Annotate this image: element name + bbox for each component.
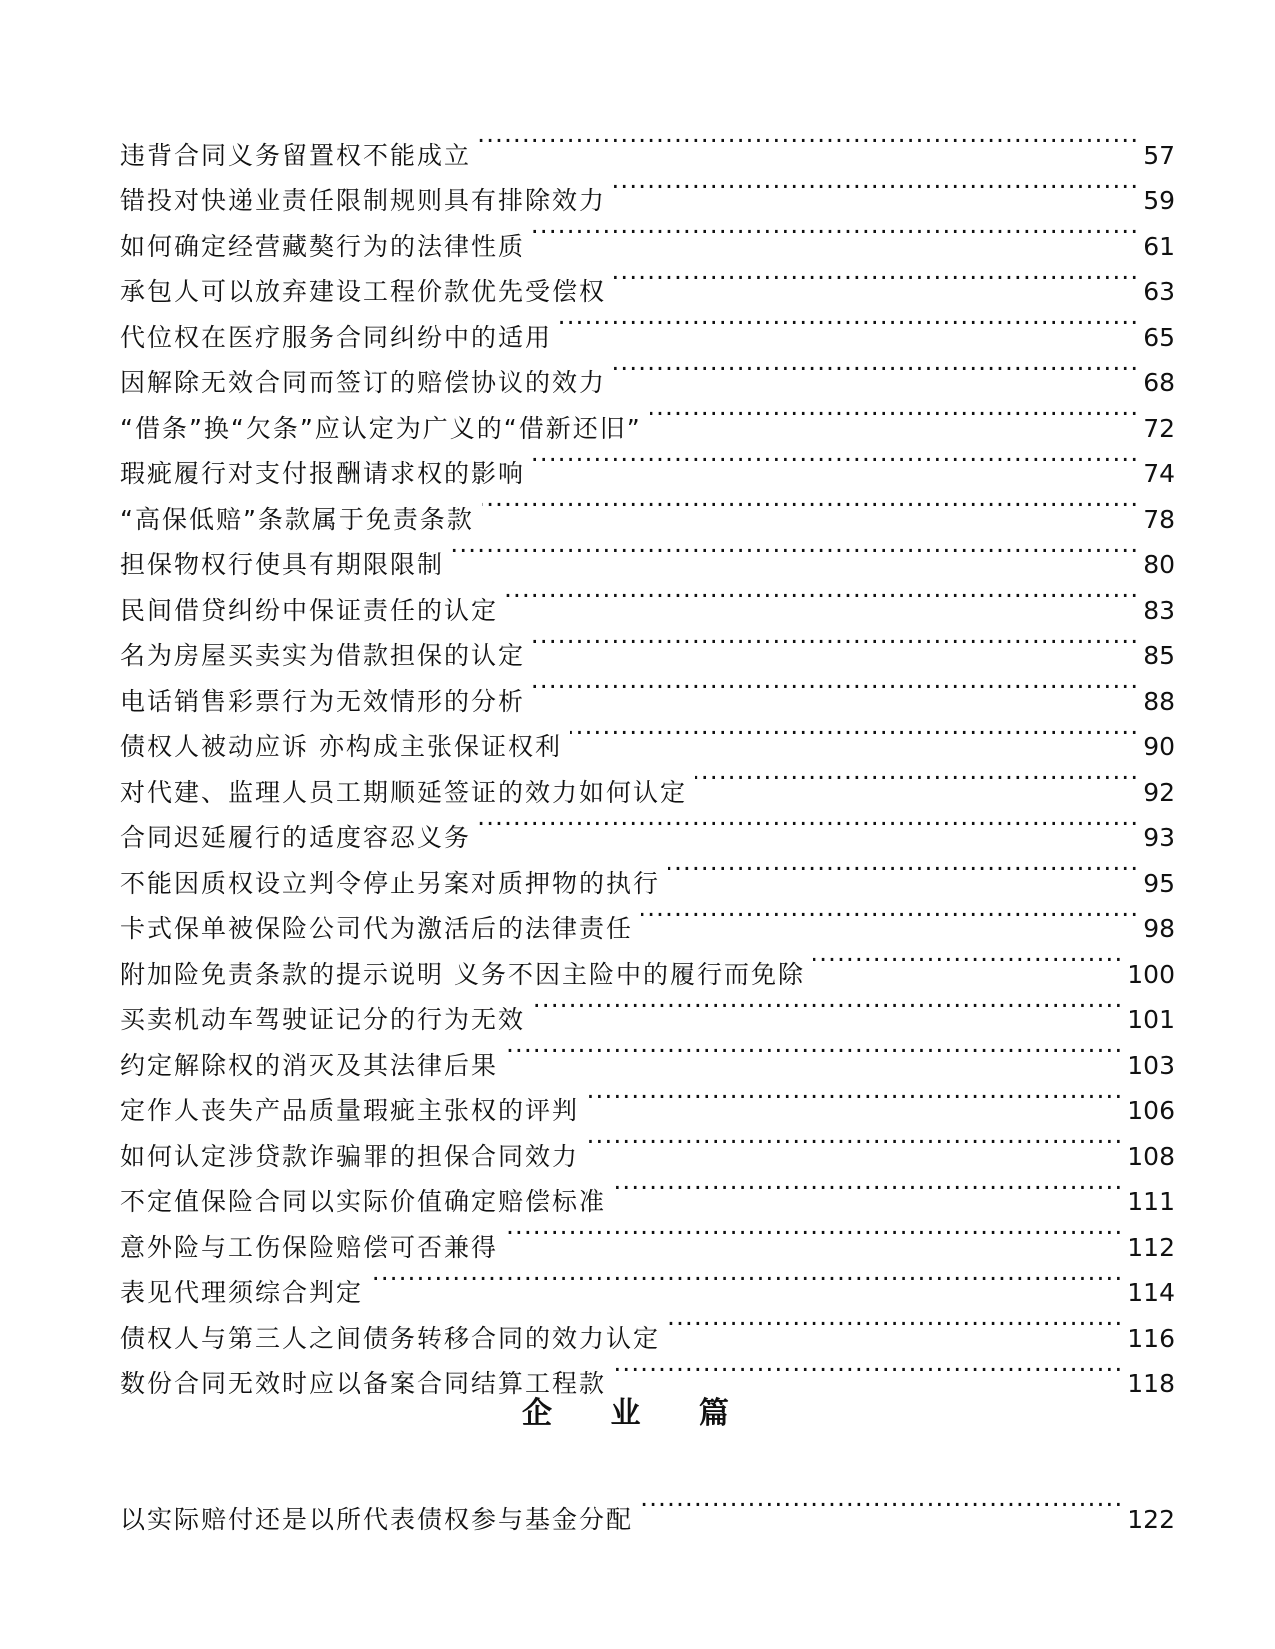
entry-title: 债权人与第三人之间债务转移合同的效力认定 — [120, 1323, 661, 1353]
entry-title: 以实际赔付还是以所代表债权参与基金分配 — [120, 1504, 634, 1534]
entry-page-number: 57 — [1143, 140, 1175, 170]
dot-leader — [695, 755, 1139, 801]
entry-title: 数份合同无效时应以备案合同结算工程款 — [120, 1369, 607, 1398]
entry-title: 错投对快递业责任限制规则具有排除效力 — [120, 186, 607, 215]
dot-leader — [668, 1301, 1123, 1347]
entry-page-number: 111 — [1127, 1187, 1175, 1216]
entry-page-number: 103 — [1127, 1050, 1175, 1080]
dot-leader — [452, 528, 1139, 574]
dot-leader — [570, 710, 1139, 756]
dot-leader — [614, 1165, 1123, 1211]
dot-leader — [614, 164, 1139, 210]
dot-leader — [668, 846, 1139, 892]
entry-page-number: 78 — [1143, 504, 1175, 534]
entry-title: 因解除无效合同而签订的赔偿协议的效力 — [120, 368, 607, 397]
entry-page-number: 88 — [1143, 686, 1175, 716]
entry-page-number: 93 — [1143, 823, 1175, 852]
entry-title: 意外险与工伤保险赔偿可否兼得 — [120, 1232, 499, 1262]
toc-entry[interactable] — [120, 1482, 1175, 1534]
entry-page-number: 106 — [1127, 1096, 1175, 1125]
entry-page-number: 90 — [1143, 732, 1175, 761]
entry-page-number: 74 — [1143, 459, 1175, 488]
dot-leader — [533, 664, 1139, 710]
entry-page-number: 108 — [1127, 1141, 1175, 1171]
dot-leader — [560, 300, 1139, 346]
entry-title: 附加险免责条款的提示说明 义务不因主险中的履行而免除 — [120, 959, 805, 989]
entry-page-number: 122 — [1127, 1504, 1175, 1534]
entry-page-number: 100 — [1127, 959, 1175, 989]
entry-page-number: 83 — [1143, 595, 1175, 625]
entry-title: 名为房屋买卖实为借款担保的认定 — [120, 641, 526, 670]
entry-title: 表见代理须综合判定 — [120, 1278, 364, 1307]
entry-title: 买卖机动车驾驶证记分的行为无效 — [120, 1005, 526, 1034]
entry-title: 违背合同义务留置权不能成立 — [120, 140, 472, 170]
entry-page-number: 112 — [1127, 1232, 1175, 1262]
dot-leader — [587, 1119, 1123, 1165]
entry-page-number: 95 — [1143, 868, 1175, 898]
entry-page-number: 85 — [1143, 641, 1175, 670]
entry-title: 如何确定经营藏獒行为的法律性质 — [120, 231, 526, 261]
section-heading: 企 业 篇 — [522, 1396, 753, 1431]
entry-page-number: 80 — [1143, 550, 1175, 579]
entry-title: 承包人可以放弃建设工程价款优先受偿权 — [120, 277, 607, 306]
dot-leader — [506, 1028, 1123, 1074]
entry-page-number: 65 — [1143, 322, 1175, 352]
entry-page-number: 118 — [1127, 1369, 1175, 1398]
entry-page-number: 61 — [1143, 231, 1175, 261]
toc-entry[interactable] — [120, 118, 1175, 170]
entry-title: 不能因质权设立判令停止另案对质押物的执行 — [120, 868, 661, 898]
entry-title: 合同迟延履行的适度容忍义务 — [120, 823, 472, 852]
table-of-contents — [120, 118, 1175, 1398]
entry-title: 担保物权行使具有期限限制 — [120, 550, 445, 579]
dot-leader — [614, 1347, 1123, 1393]
dot-leader — [587, 1074, 1123, 1120]
dot-leader — [533, 437, 1139, 483]
dot-leader — [479, 118, 1139, 164]
dot-leader — [641, 892, 1139, 938]
entry-title: 如何认定涉贷款诈骗罪的担保合同效力 — [120, 1141, 580, 1171]
dot-leader — [650, 391, 1139, 437]
entry-title: “高保低赔”条款属于免责条款 — [120, 504, 474, 534]
dot-leader — [533, 209, 1139, 255]
dot-leader — [506, 1210, 1123, 1256]
entry-page-number: 114 — [1127, 1278, 1175, 1307]
dot-leader — [813, 937, 1123, 983]
entry-page-number: 59 — [1143, 186, 1175, 215]
dot-leader — [479, 801, 1139, 847]
entry-page-number: 68 — [1143, 368, 1175, 397]
dot-leader — [371, 1256, 1123, 1302]
section-table-of-contents — [120, 1482, 1175, 1534]
entry-page-number: 72 — [1143, 413, 1175, 443]
entry-title: 约定解除权的消灭及其法律后果 — [120, 1050, 499, 1080]
entry-title: 瑕疵履行对支付报酬请求权的影响 — [120, 459, 526, 488]
dot-leader — [482, 482, 1139, 528]
dot-leader — [506, 573, 1139, 619]
dot-leader — [641, 1482, 1123, 1528]
entry-title: 电话销售彩票行为无效情形的分析 — [120, 686, 526, 716]
entry-title: 定作人丧失产品质量瑕疵主张权的评判 — [120, 1096, 580, 1125]
entry-page-number: 63 — [1143, 277, 1175, 306]
dot-leader — [533, 983, 1123, 1029]
entry-title: 卡式保单被保险公司代为激活后的法律责任 — [120, 914, 634, 943]
entry-page-number: 101 — [1127, 1005, 1175, 1034]
dot-leader — [614, 346, 1139, 392]
entry-title: 债权人被动应诉 亦构成主张保证权利 — [120, 732, 562, 761]
entry-page-number: 92 — [1143, 777, 1175, 807]
entry-title: 民间借贷纠纷中保证责任的认定 — [120, 595, 499, 625]
entry-page-number: 98 — [1143, 914, 1175, 943]
entry-page-number: 116 — [1127, 1323, 1175, 1353]
dot-leader — [614, 255, 1139, 301]
dot-leader — [533, 619, 1139, 665]
entry-title: 对代建、监理人员工期顺延签证的效力如何认定 — [120, 777, 688, 807]
entry-title: 不定值保险合同以实际价值确定赔偿标准 — [120, 1187, 607, 1216]
entry-title: 代位权在医疗服务合同纠纷中的适用 — [120, 322, 553, 352]
entry-title: “借条”换“欠条”应认定为广义的“借新还旧” — [120, 413, 642, 443]
